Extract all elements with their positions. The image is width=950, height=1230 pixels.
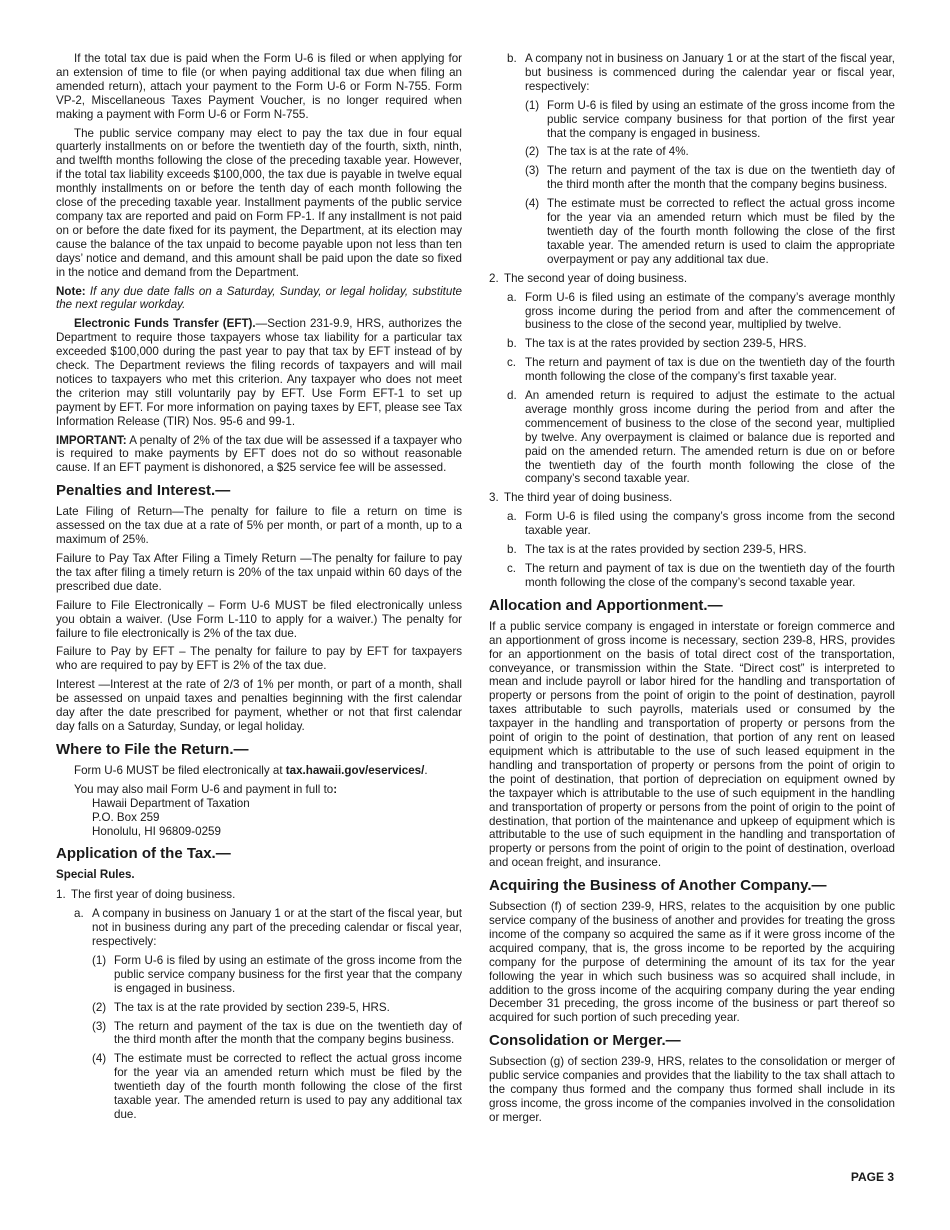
- list-marker: c.: [507, 356, 517, 370]
- list-item: [507, 510, 895, 538]
- application-heading: Application of the Tax.—: [56, 845, 231, 863]
- note-label: Note:: [56, 284, 86, 298]
- efile-line-period: .: [424, 763, 428, 777]
- list-item: [56, 888, 462, 902]
- list-item: [507, 52, 895, 94]
- list-item-text: The tax is at the rates provided by section 239-5, HRS.: [525, 337, 807, 351]
- list-item-text: The tax is at the rates provided by section 239-5, HRS.: [525, 543, 807, 557]
- address-line: P.O. Box 259: [92, 810, 160, 824]
- list-item-text: Form U-6 is filed using the company’s gross income from the second taxable year.: [525, 510, 895, 538]
- list-item-text: Form U-6 is filed using an estimate of the company’s average monthly gross income during the period from and after the commencement of business to the close of the second year, multiplied by twelve.: [525, 290, 895, 332]
- important-label: IMPORTANT:: [56, 433, 127, 447]
- list-item: [507, 291, 895, 333]
- list-item-text: The return and payment of the tax is due on the twentieth day of the third month after the month that the company begins business.: [547, 164, 895, 192]
- list-item: [525, 99, 895, 141]
- list-item: [489, 272, 895, 286]
- left-column: [56, 52, 462, 1127]
- consolidation-heading: Consolidation or Merger.—: [489, 1032, 681, 1050]
- failure-to-pay-paragraph: Failure to Pay Tax After Filing a Timely Return —The penalty for failure to pay the tax after filing a timely return is 20% of the tax unpaid within 60 days of the prescribed due date.: [56, 552, 462, 593]
- address-line: Honolulu, HI 96809-0259: [92, 824, 221, 838]
- list-item-text: Form U-6 is filed by using an estimate of the gross income from the public service company business for the first year that the company is engaged in business.: [114, 953, 462, 995]
- list-marker: (3): [525, 164, 540, 178]
- installment-paragraph: The public service company may elect to pay the tax due in four equal quarterly installments on or before the twentieth day of the fourth, sixth, ninth, and twelfth months following the close of the preceding taxable year. However, if the total tax liability exceeds $100,000, the tax due is payable in twelve equal monthly installments on or before the tenth day of each month following the close of the preceding taxable year. Installment payments of the public service company tax are reported and paid on Form FP-1. If any installment is not paid on or before the date fixed for its payment, the Department, at its election may cause the balance of the tax unpaid to become payable upon not less than ten days’ notice and demand, and this amount shall be paid upon the date so fixed in the notice and demand from the Department.: [56, 126, 462, 279]
- allocation-paragraph: If a public service company is engaged in interstate or foreign commerce and an apportionment of gross income is necessary, section 239-8, HRS, provides for an apportionment on the basis of total direct cost of the transportation, conveyance, or transmission within the State. “Direct cost” is interpreted to mean and include payroll or labor hired for the handling and transportation of property or persons from the point of origin to the point of destination, payroll taxes attributable to such payrolls, materials used or consumed by the taxpayer in the handling and transportation of property or persons from the point of origin to the point of destination, that portion of any rent on leased equipment which is attributable to the use of such leased equipment in the handling and transportation of property or persons from the point of origin to the point of destination, that portion of depreciation on equipment owned by the taxpayer which is attributable to the use of such equipment in the handling and transportation of property or persons from the point of origin to the point of destination, that portion of the maintenance and upkeep of equipment which is attributable to the use of such equipment in the handling and transportation of property or persons from the point of origin to the point of destination, overload and ocean freight, and insurance.: [489, 619, 895, 870]
- eft-label: Electronic Funds Transfer (EFT).: [74, 317, 256, 331]
- acquiring-heading: Acquiring the Business of Another Company.—: [489, 877, 827, 895]
- list-item: [525, 164, 895, 192]
- list-item-text: Form U-6 is filed by using an estimate of the gross income from the public service company business for that portion of the first year that the company is engaged in business.: [547, 98, 895, 140]
- mail-line-text: You may also mail Form U-6 and payment in full to: [74, 782, 334, 796]
- list-marker: a.: [507, 290, 517, 304]
- list-marker: 1.: [56, 888, 66, 902]
- mail-line-colon: :: [333, 782, 338, 796]
- address-line: Hawaii Department of Taxation: [92, 796, 250, 810]
- list-item-text: The return and payment of the tax is due on the twentieth day of the third month after the month that the company begins business.: [114, 1019, 462, 1047]
- list-item-text: The third year of doing business.: [504, 491, 673, 505]
- list-item-text: The tax is at the rate provided by section 239-5, HRS.: [114, 1000, 390, 1014]
- list-item: [507, 337, 895, 351]
- list-item: [507, 356, 895, 384]
- list-item-text: An amended return is required to adjust the estimate to the actual average monthly gross income during the period from and after the commencement of business to the close of the second year, multiplied by twelve. Any overpayment is claimed or balance due is reported and paid on the amended return. The amended return is due on or before the twentieth day of the fourth month following the close of the company’s second taxable year.: [525, 389, 895, 486]
- list-marker: 2.: [489, 271, 499, 285]
- list-item: [507, 389, 895, 486]
- list-item: [92, 1052, 462, 1122]
- list-item: [74, 907, 462, 949]
- list-marker: b.: [507, 337, 517, 351]
- note-text: If any due date falls on a Saturday, Sunday, or legal holiday, substitute the next regular workday.: [56, 284, 462, 312]
- list-item: [507, 543, 895, 557]
- penalties-heading: Penalties and Interest.—: [56, 482, 231, 500]
- special-rules-subheading: Special Rules.: [56, 868, 135, 882]
- list-marker: (4): [525, 197, 540, 211]
- mailing-address: [92, 797, 462, 839]
- efile-url-link[interactable]: tax.hawaii.gov/eservices/: [285, 763, 425, 777]
- list-marker: (3): [92, 1019, 107, 1033]
- note-paragraph: [56, 285, 462, 313]
- list-item-text: A company not in business on January 1 or at the start of the fiscal year, but business is commenced during the calendar year or fiscal year, respectively:: [525, 52, 895, 93]
- page-number: PAGE 3: [850, 1170, 894, 1184]
- eft-text: —Section 231-9.9, HRS, authorizes the Department to require those taxpayers whose tax liability for a particular tax exceeded $100,000 during the past year to pay that tax by EFT instead of by check. The Department reviews the filing records of taxpayers and will mail notices to taxpayers who met this criterion. Any taxpayer who does not meet the criterion may still voluntarily pay by EFT. Use Form EFT-1 to set up payment by EFT. For more information on paying taxes by EFT, please see Tax Information Release (TIR) Nos. 95-6 and 99-1.: [56, 317, 462, 428]
- mail-line: [74, 783, 462, 797]
- list-marker: d.: [507, 389, 517, 403]
- interest-paragraph: Interest —Interest at the rate of 2/3 of 1% per month, or part of a month, shall be assessed on unpaid taxes and penalties beginning with the first calendar day after the date prescribed for payment, whether or not that first calendar day falls on a Saturday, Sunday, or legal holiday.: [56, 678, 462, 733]
- acquiring-paragraph: Subsection (f) of section 239-9, HRS, relates to the acquisition by one public service company of the business of another and provides for treating the gross income of the company so acquired the same as if it were gross income of the acquired company, that is, the gross income to be reported by the acquiring company for the purpose of determining the amount of its tax for the year following the year in which such business was so acquired shall include, in addition to the gross income of the acquiring company during the year ending December 31 preceding, the gross income of the business or part thereof so acquired for such portion of such preceding year.: [489, 900, 895, 1025]
- list-item-text: The first year of doing business.: [71, 888, 236, 902]
- eft-paragraph: [56, 317, 462, 428]
- list-item: [525, 145, 895, 159]
- payment-attachment-paragraph: If the total tax due is paid when the Form U-6 is filed or when applying for an extension of time to file (or when paying additional tax due when filing an amended return), attach your payment to the Form U-6 or Form N-755. Form VP-2, Miscellaneous Taxes Payment Voucher, is no longer required when making a payment with Form U-6 or Form N-755.: [56, 52, 462, 121]
- list-marker: b.: [507, 543, 517, 557]
- list-item-text: The second year of doing business.: [504, 271, 688, 285]
- efile-line-text: Form U-6 MUST be filed electronically at: [74, 763, 286, 777]
- list-marker: (1): [92, 953, 107, 967]
- list-marker: a.: [507, 510, 517, 524]
- list-item: [92, 1001, 462, 1015]
- where-to-file-heading: Where to File the Return.—: [56, 740, 249, 758]
- failure-to-file-electronically-paragraph: Failure to File Electronically – Form U-6 MUST be filed electronically unless you obtain a waiver. (Use Form L-110 to apply for a waiver.) The penalty for failure to file electronically is 2% of the tax due.: [56, 598, 462, 640]
- list-item: [507, 562, 895, 590]
- list-marker: b.: [507, 52, 517, 65]
- list-marker: (2): [92, 1000, 107, 1014]
- list-item: [525, 197, 895, 267]
- list-item: [92, 1020, 462, 1048]
- list-item-text: The estimate must be corrected to reflect the actual gross income for the year via an amended return which must be filed by the twentieth day of the fourth month following the close of the first taxable year. The amended return is used to pay any additional tax due.: [114, 1052, 462, 1121]
- late-filing-paragraph: Late Filing of Return—The penalty for failure to file a return on time is assessed on the tax due at a rate of 5% per month, or part of a month, up to a maximum of 25%.: [56, 505, 462, 547]
- efile-line: [74, 764, 462, 778]
- list-marker: (1): [525, 98, 540, 112]
- list-marker: c.: [507, 562, 517, 575]
- list-item-text: The tax is at the rate of 4%.: [547, 145, 689, 159]
- list-item-text: The return and payment of tax is due on the twentieth day of the fourth month following the close of the company’s second taxable year.: [525, 562, 895, 589]
- list-item: [489, 491, 895, 505]
- list-marker: 3.: [489, 491, 499, 505]
- list-marker: (4): [92, 1052, 107, 1066]
- right-column: [489, 52, 895, 1130]
- important-paragraph: [56, 434, 462, 476]
- list-item: [92, 954, 462, 996]
- list-item-text: A company in business on January 1 or at the start of the fiscal year, but not in business during any part of the preceding calendar or fiscal year, respectively:: [92, 907, 462, 949]
- allocation-heading: Allocation and Apportionment.—: [489, 596, 723, 614]
- list-item-text: The return and payment of tax is due on the twentieth day of the fourth month following the close of the company’s first taxable year.: [525, 356, 895, 384]
- list-marker: a.: [74, 907, 84, 921]
- important-text: A penalty of 2% of the tax due will be assessed if a taxpayer who is required to make payments by EFT does not do so without reasonable cause. If an EFT payment is dishonored, a $25 service fee will be assessed.: [56, 433, 462, 475]
- consolidation-paragraph: Subsection (g) of section 239-9, HRS, relates to the consolidation or merger of public service companies and provides that the liability to the tax shall attach to the company thus formed and the company thus formed shall include in its gross income, the gross income of the companies involved in the consolidation or merger.: [489, 1055, 895, 1124]
- list-marker: (2): [525, 145, 540, 159]
- list-item-text: The estimate must be corrected to reflect the actual gross income for the year via an amended return which must be filed by the twentieth day of the fourth month following the close of the first taxable year. The amended return is used to claim the appropriate overpayment or pay any additional tax due.: [547, 197, 895, 266]
- failure-to-pay-eft-paragraph: Failure to Pay by EFT – The penalty for failure to pay by EFT for taxpayers who are required to pay by EFT is 2% of the tax due.: [56, 645, 462, 673]
